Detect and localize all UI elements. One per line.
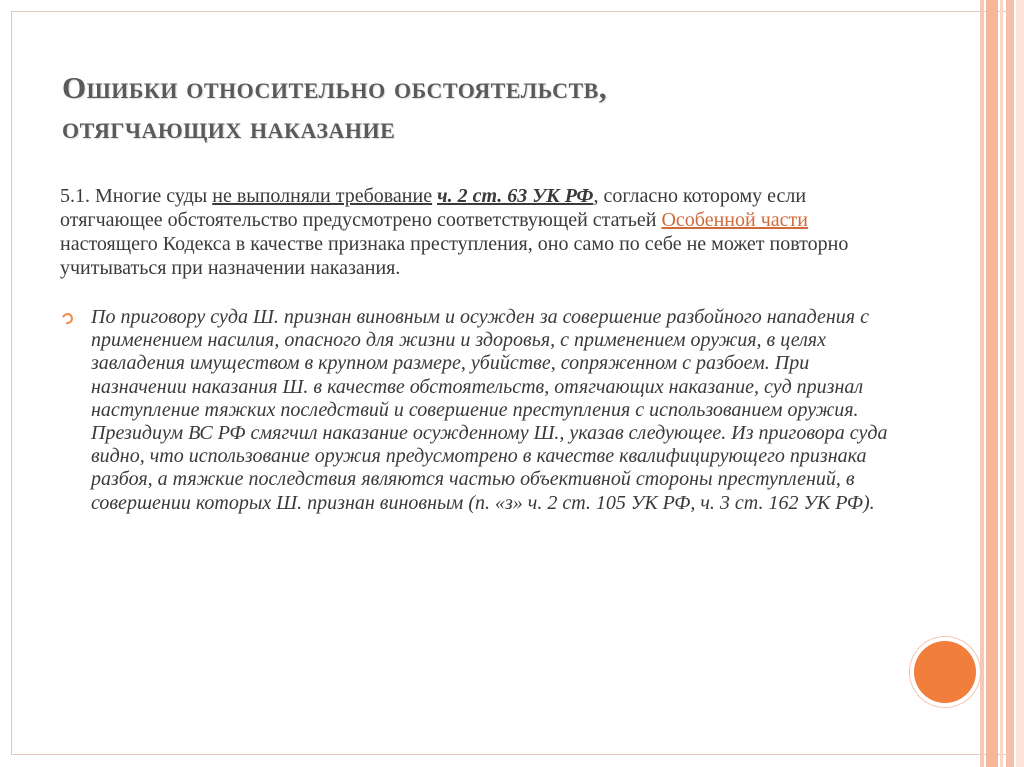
decorative-stripe [1000, 0, 1003, 767]
case-bullet [62, 306, 892, 515]
para-middle: , согласно которому если отягчающее обстоятельство предусмотрено соответствующей статьей [60, 185, 807, 231]
orange-ring-bullet-icon [60, 311, 75, 326]
slide-title-line-2: отягчающих наказание [62, 110, 396, 145]
decorative-stripe [1006, 0, 1014, 767]
decorative-stripe [986, 0, 998, 767]
case-bullet-text: По приговору суда Ш. признан виновным и осужден за совершение разбойного нападения с применением насилия, опасного для жизни и здоровья, с применением оружия, в целях завладения имуществом в крупном размере, убийстве, сопряженном с разбоем. При назначении наказания Ш. в качестве обстоятельств, отягчающих наказание, суд признал наступление тяжких последствий и совершение преступления с использованием оружия. Президиум ВС РФ смягчил наказание осужденному Ш., указав следующее. Из приговора суда видно, что использование оружия предусмотрено в качестве квалифицирующего признака разбоя, а тяжкие последствия являются частью объективной стороны преступлений, в совершении которых Ш. признан виновным (п. «з» ч. 2 ст. 105 УК РФ, ч. 3 ст. 162 УК РФ). [91, 306, 888, 514]
slide-title [62, 68, 942, 148]
decorative-stripe [980, 0, 984, 767]
para-lead: 5.1. Многие суды [60, 185, 213, 207]
slide-title-line-1: Ошибки относительно обстоятельств, [62, 70, 608, 105]
special-part-link[interactable]: Особенной части [661, 209, 808, 231]
para-tail: настоящего Кодекса в качестве признака преступления, оно само по себе не может повторно учитываться при назначении наказания. [60, 233, 849, 279]
law-reference-link[interactable]: ч. 2 ст. 63 УК РФ [437, 185, 594, 207]
orange-circle-icon [914, 641, 976, 703]
para-underlined-phrase: не выполняли требование [212, 185, 433, 207]
intro-paragraph [60, 184, 900, 280]
decorative-stripe [1016, 0, 1024, 767]
